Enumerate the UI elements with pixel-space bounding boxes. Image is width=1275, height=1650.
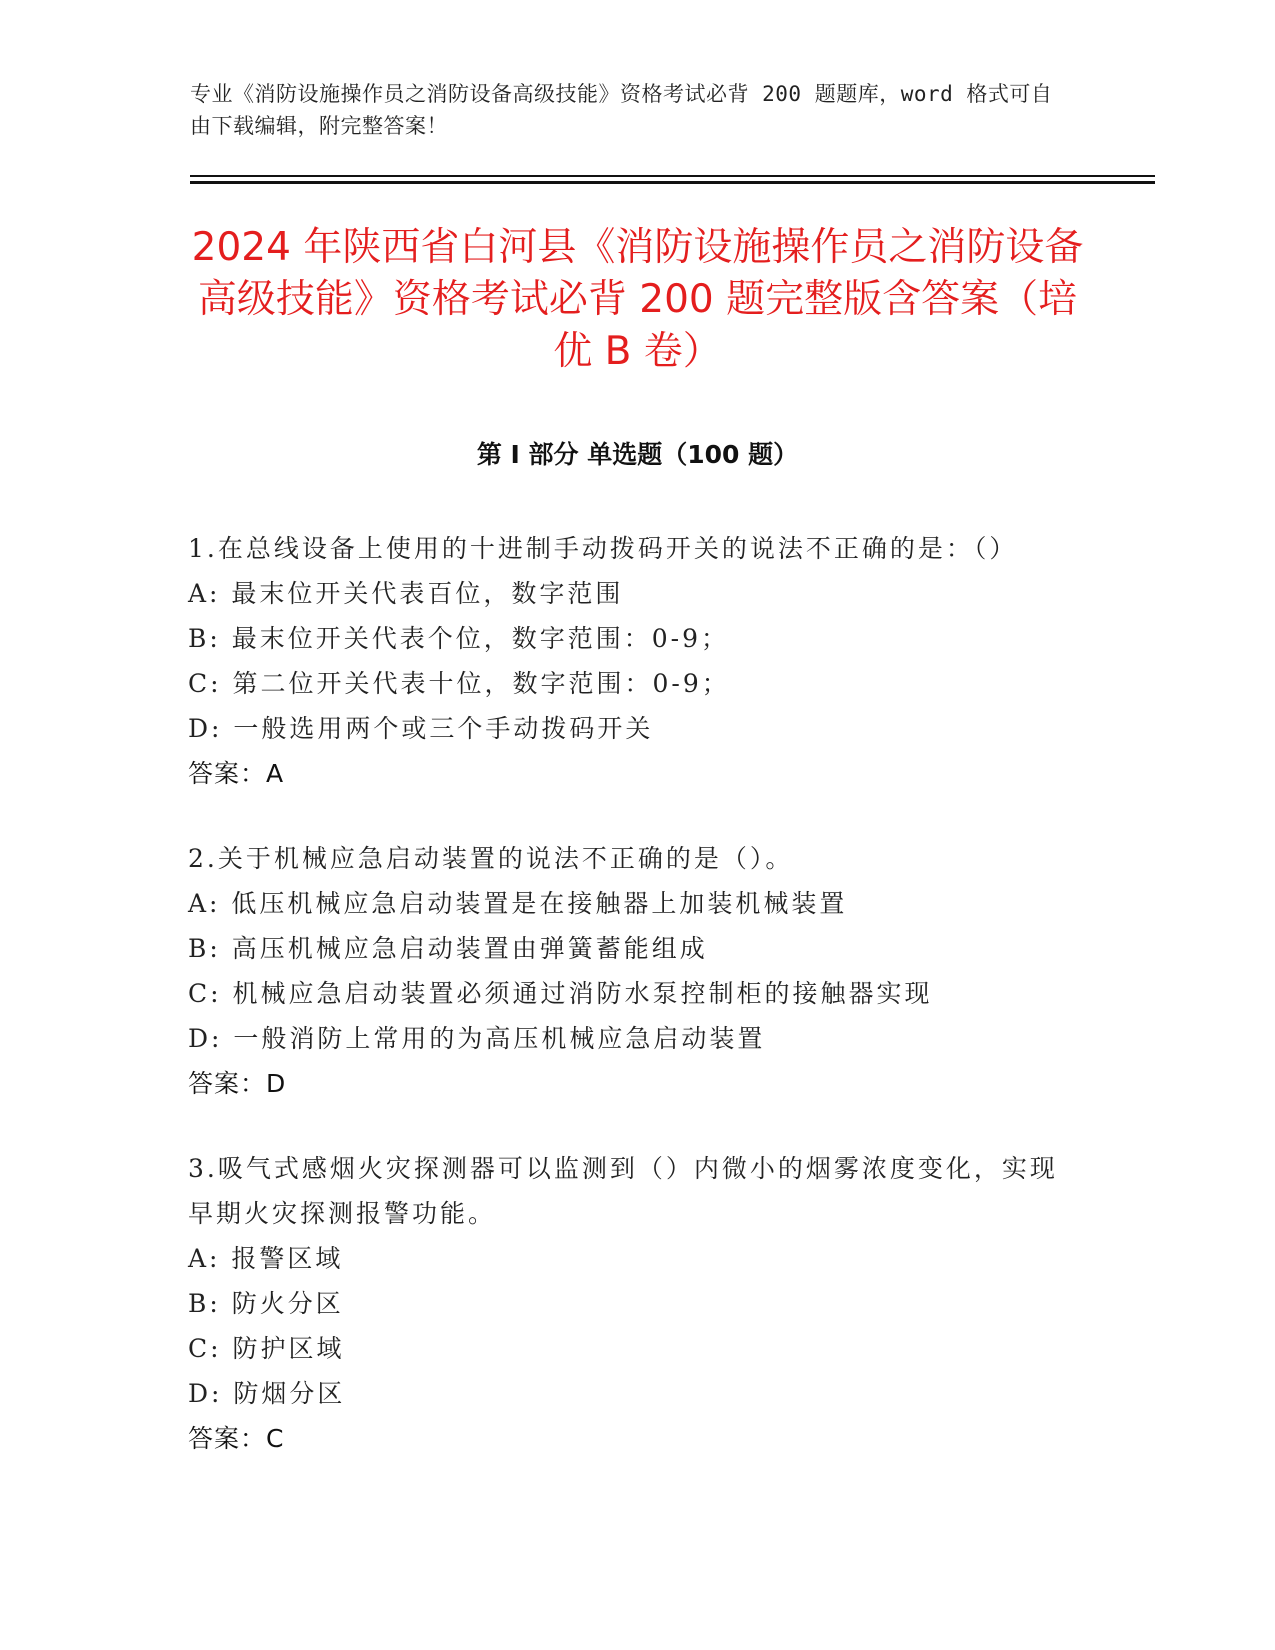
question-stem: 3.吸气式感烟火灾探测器可以监测到（）内微小的烟雾浓度变化，实现早期火灾探测报警功能。	[188, 1154, 1058, 1228]
option-d: D: 一般选用两个或三个手动拨码开关	[188, 714, 654, 743]
option-b: B: 防火分区	[188, 1289, 344, 1318]
option-c: C: 机械应急启动装置必须通过消防水泵控制柜的接触器实现	[188, 979, 933, 1008]
answer: 答案：D	[188, 1069, 287, 1098]
header-divider-thin	[190, 175, 1155, 177]
option-a: A: 最末位开关代表百位，数字范围	[188, 579, 624, 608]
answer: 答案：A	[188, 759, 285, 788]
option-b: B: 最末位开关代表个位，数字范围：0-9；	[188, 624, 730, 653]
header-note: 专业《消防设施操作员之消防设备高级技能》资格考试必背 200 题题库，word 格式可自由下载编辑，附完整答案！	[190, 82, 1053, 138]
option-d: D: 一般消防上常用的为高压机械应急启动装置	[188, 1024, 766, 1053]
question-stem: 2.关于机械应急启动装置的说法不正确的是（）。	[188, 844, 794, 873]
option-a: A: 低压机械应急启动装置是在接触器上加装机械装置	[188, 889, 848, 918]
document-title: 2024 年陕西省白河县《消防设施操作员之消防设备高级技能》资格考试必背 200 题完整版含答案（培优 B 卷）	[191, 225, 1084, 374]
answer: 答案：C	[188, 1424, 285, 1453]
question-1	[188, 526, 1078, 796]
header-divider-thick	[190, 181, 1155, 184]
question-list	[188, 526, 1078, 1501]
section-heading: 第 I 部分 单选题（100 题）	[476, 440, 799, 469]
option-c: C: 第二位开关代表十位，数字范围：0-9；	[188, 669, 730, 698]
option-c: C: 防护区域	[188, 1334, 345, 1363]
question-2	[188, 836, 1078, 1106]
question-3	[188, 1146, 1078, 1461]
option-a: A: 报警区域	[188, 1244, 344, 1273]
question-stem: 1.在总线设备上使用的十进制手动拨码开关的说法不正确的是：（）	[188, 534, 1018, 563]
option-b: B: 高压机械应急启动装置由弹簧蓄能组成	[188, 934, 708, 963]
option-d: D: 防烟分区	[188, 1379, 346, 1408]
